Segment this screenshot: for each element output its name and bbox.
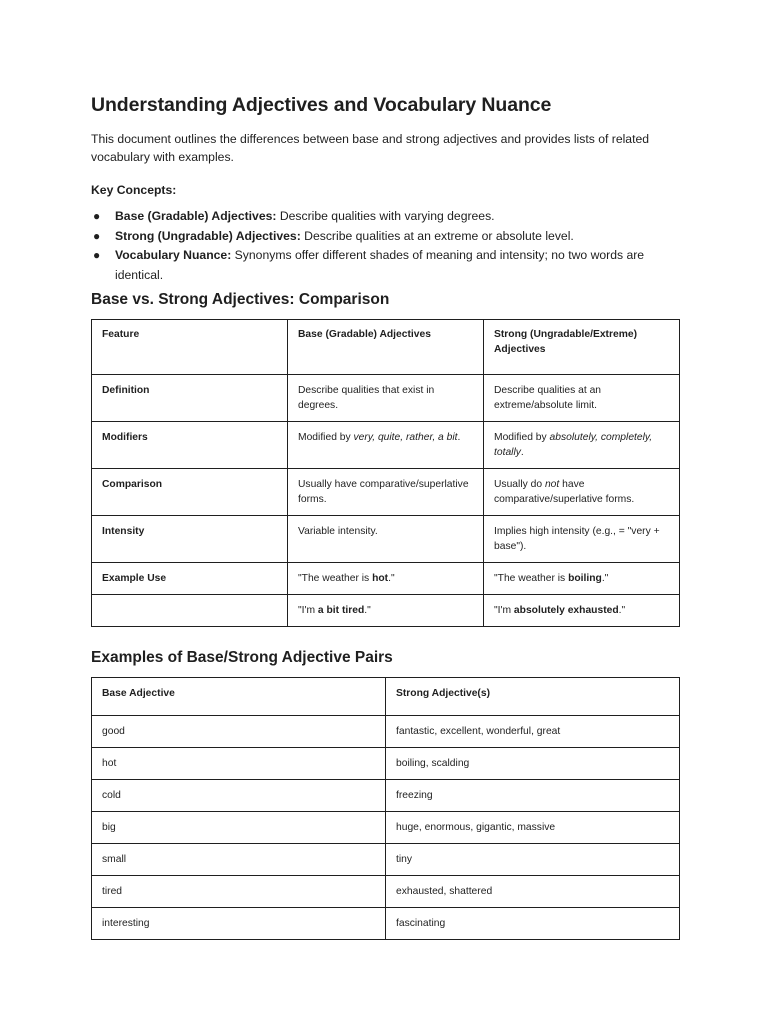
table-cell: "The weather is hot." — [288, 563, 484, 595]
base-adjective-cell: hot — [92, 748, 386, 780]
table-row — [92, 716, 680, 748]
table-header-cell: Base (Gradable) Adjectives — [288, 320, 484, 375]
comparison-table — [91, 319, 680, 627]
row-label: Example Use — [92, 563, 288, 595]
table-row — [92, 780, 680, 812]
table-row — [92, 595, 680, 627]
pairs-heading: Examples of Base/Strong Adjective Pairs — [91, 649, 393, 666]
base-adjective-cell: tired — [92, 876, 386, 908]
table-row — [92, 516, 680, 563]
concept-term: Strong (Ungradable) Adjectives: — [115, 228, 301, 243]
table-header-row — [92, 320, 680, 375]
strong-adjective-cell: huge, enormous, gigantic, massive — [386, 812, 680, 844]
concept-term: Vocabulary Nuance: — [115, 248, 232, 262]
bullet-icon: ● — [93, 209, 101, 223]
table-cell: Usually have comparative/superlative forms. — [288, 469, 484, 516]
row-label: Comparison — [92, 469, 288, 516]
table-cell-empty — [92, 595, 288, 627]
strong-adjective-cell: fantastic, excellent, wonderful, great — [386, 716, 680, 748]
table-row — [92, 422, 680, 469]
table-row — [92, 748, 680, 780]
key-concepts-heading: Key Concepts: — [91, 183, 177, 197]
table-row — [92, 375, 680, 422]
table-cell: Describe qualities that exist in degrees. — [288, 375, 484, 422]
bullet-icon: ● — [93, 228, 101, 243]
document-page — [91, 92, 679, 940]
strong-adjective-cell: freezing — [386, 780, 680, 812]
table-header-row — [92, 678, 680, 716]
table-row — [92, 812, 680, 844]
table-cell: Modified by absolutely, completely, totally. — [484, 422, 680, 469]
row-label: Intensity — [92, 516, 288, 563]
pairs-table — [91, 677, 680, 940]
list-item — [91, 207, 679, 227]
strong-adjective-cell: boiling, scalding — [386, 748, 680, 780]
base-adjective-cell: small — [92, 844, 386, 876]
strong-adjective-cell: fascinating — [386, 908, 680, 940]
table-row — [92, 908, 680, 940]
base-adjective-cell: good — [92, 716, 386, 748]
intro-paragraph: This document outlines the differences between base and strong adjectives and provides lists of related vocabulary with examples. — [91, 132, 650, 164]
table-cell: Modified by very, quite, rather, a bit. — [288, 422, 484, 469]
bullet-icon: ● — [93, 248, 101, 262]
table-cell: Usually do not have comparative/superlative forms. — [484, 469, 680, 516]
base-adjective-cell: interesting — [92, 908, 386, 940]
table-cell: Describe qualities at an extreme/absolute limit. — [484, 375, 680, 422]
row-label: Modifiers — [92, 422, 288, 469]
concept-desc: Synonyms offer different shades of meaning and intensity; no two words are identical. — [115, 248, 645, 282]
concept-term: Base (Gradable) Adjectives: — [115, 209, 277, 223]
strong-adjective-cell: exhausted, shattered — [386, 876, 680, 908]
table-header-cell: Feature — [92, 320, 288, 375]
table-header-cell: Base Adjective — [92, 678, 386, 716]
table-row — [92, 876, 680, 908]
table-cell: "I'm a bit tired." — [288, 595, 484, 627]
strong-adjective-cell: tiny — [386, 844, 680, 876]
table-row — [92, 563, 680, 595]
list-item — [91, 246, 679, 285]
page-title: Understanding Adjectives and Vocabulary Nuance — [91, 94, 552, 116]
comparison-heading: Base vs. Strong Adjectives: Comparison — [91, 291, 390, 308]
row-label: Definition — [92, 375, 288, 422]
concept-desc: Describe qualities with varying degrees. — [276, 209, 495, 223]
table-cell: Implies high intensity (e.g., = "very + base"). — [484, 516, 680, 563]
key-concepts-list — [91, 207, 679, 285]
table-row — [92, 469, 680, 516]
base-adjective-cell: big — [92, 812, 386, 844]
table-cell: Variable intensity. — [288, 516, 484, 563]
table-header-cell: Strong Adjective(s) — [386, 678, 680, 716]
table-cell: "I'm absolutely exhausted." — [484, 595, 680, 627]
concept-desc: Describe qualities at an extreme or absolute level. — [300, 228, 574, 243]
table-header-cell: Strong (Ungradable/Extreme) Adjectives — [484, 320, 680, 375]
table-cell: "The weather is boiling." — [484, 563, 680, 595]
list-item — [91, 227, 679, 247]
table-row — [92, 844, 680, 876]
base-adjective-cell: cold — [92, 780, 386, 812]
